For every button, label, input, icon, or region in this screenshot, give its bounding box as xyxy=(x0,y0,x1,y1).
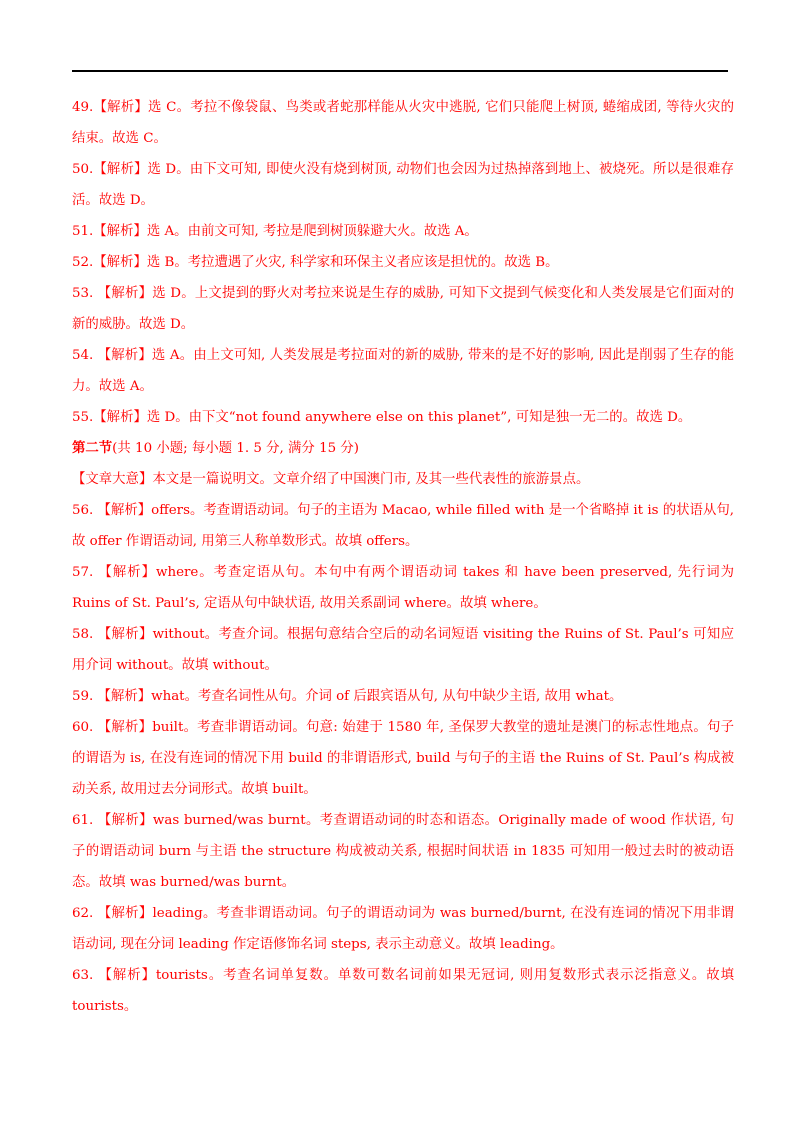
answer-59: 59. 【解析】what。考查名词性从句。介词 of 后跟宾语从句, 从句中缺少主语, 故用 what。 xyxy=(72,689,623,704)
answer-50: 50.【解析】选 D。由下文可知, 即使火没有烧到树顶, 动物们也会因为过热掉落到地上、被烧死。所以是很难存活。故选 D。 xyxy=(72,162,734,208)
article-summary: 【文章大意】本文是一篇说明文。文章介绍了中国澳门市, 及其一些代表性的旅游景点。 xyxy=(72,472,590,487)
answer-53: 53. 【解析】选 D。上文提到的野火对考拉来说是生存的威胁, 可知下文提到气候变化和人类发展是它们面对的新的威胁。故选 D。 xyxy=(72,286,734,332)
answer-63: 63. 【解析】tourists。考查名词单复数。单数可数名词前如果无冠词, 则用复数形式表示泛指意义。故填 tourists。 xyxy=(72,968,734,1014)
answer-62: 62. 【解析】leading。考查非谓语动词。句子的谓语动词为 was burned/burnt, 在没有连词的情况下用非谓语动词, 现在分词 leading 作定语修饰名词 steps, 表示主动意义。故填 leading。 xyxy=(72,906,734,952)
section-heading xyxy=(72,433,734,464)
answer-60: 60. 【解析】built。考查非谓语动词。句意: 始建于 1580 年, 圣保罗大教堂的遗址是澳门的标志性地点。句子的谓语为 is, 在没有连词的情况下用 build 的非谓语形式, build 与句子的主语 the Ruins of St. Paul’s 构成被动关系, 故用过去分词形式。故填 built。 xyxy=(72,720,734,797)
section-info: (共 10 小题; 每小题 1. 5 分, 满分 15 分) xyxy=(112,441,359,456)
answer-54: 54. 【解析】选 A。由上文可知, 人类发展是考拉面对的新的威胁, 带来的是不好的影响, 因此是削弱了生存的能力。故选 A。 xyxy=(72,348,734,394)
section-title: 第二节 xyxy=(72,440,113,456)
answer-58: 58. 【解析】without。考查介词。根据句意结合空后的动名词短语 visiting the Ruins of St. Paul’s 可知应用介词 without。故填 without。 xyxy=(72,627,734,673)
answer-49: 49.【解析】选 C。考拉不像袋鼠、鸟类或者蛇那样能从火灾中逃脱, 它们只能爬上树顶, 蜷缩成团, 等待火灾的结束。故选 C。 xyxy=(72,100,734,146)
answer-57: 57. 【解析】where。考查定语从句。本句中有两个谓语动词 takes 和 have been preserved, 先行词为 Ruins of St. Paul’s, 定语从句中缺状语, 故用关系副词 where。故填 where。 xyxy=(72,565,734,611)
answer-content xyxy=(72,92,734,1022)
header-rule xyxy=(72,70,728,72)
answer-61: 61. 【解析】was burned/was burnt。考查谓语动词的时态和语态。Originally made of wood 作状语, 句子的谓语动词 burn 与主语 the structure 构成被动关系, 根据时间状语 in 1835 可知用一般过去时的被动语态。故填 was burned/was burnt。 xyxy=(72,813,734,890)
answer-52: 52.【解析】选 B。考拉遭遇了火灾, 科学家和环保主义者应该是担忧的。故选 B。 xyxy=(72,255,559,270)
answer-56: 56. 【解析】offers。考查谓语动词。句子的主语为 Macao, while filled with 是一个省略掉 it is 的状语从句, 故 offer 作谓语动词, 用第三人称单数形式。故填 offers。 xyxy=(72,503,734,549)
answer-55: 55.【解析】选 D。由下文“not found anywhere else on this planet”, 可知是独一无二的。故选 D。 xyxy=(72,410,692,425)
answer-51: 51.【解析】选 A。由前文可知, 考拉是爬到树顶躲避大火。故选 A。 xyxy=(72,224,478,239)
